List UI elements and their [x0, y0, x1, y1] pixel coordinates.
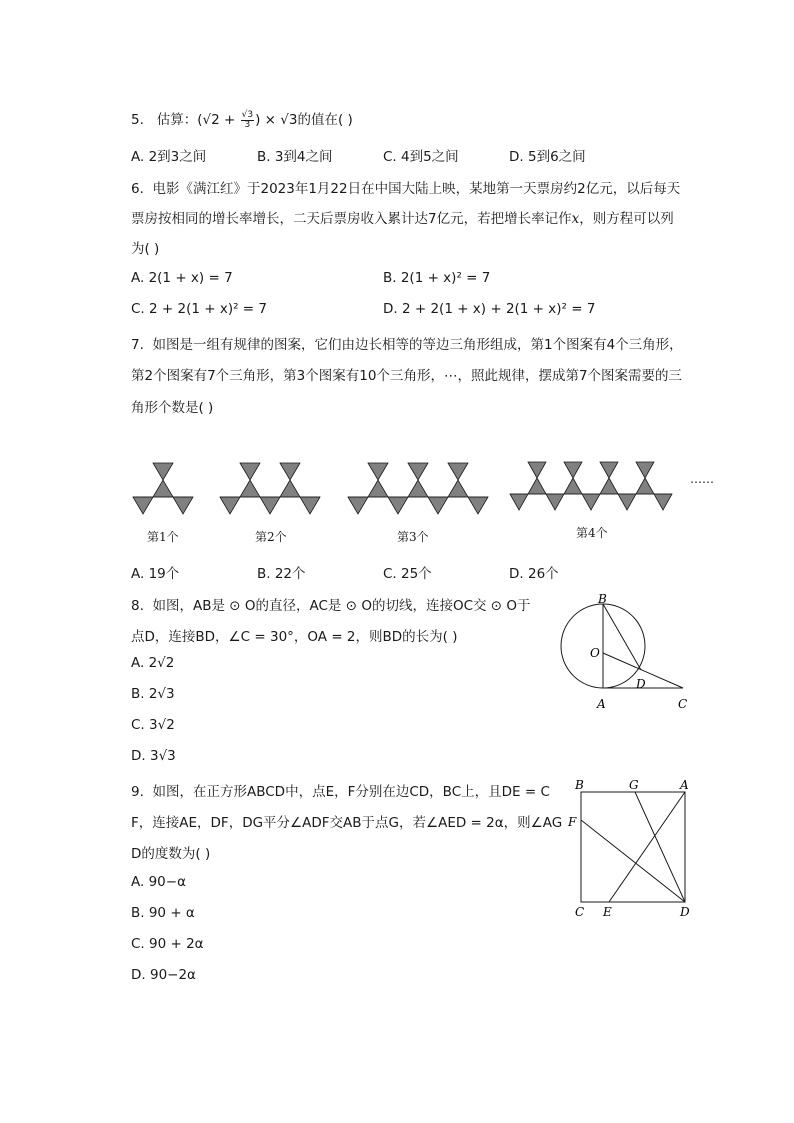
q6-option-c[interactable]: C. 2 + 2(1 + x)² = 7: [131, 301, 267, 317]
q9-line1: [131, 780, 550, 800]
q8-label-d: D: [636, 677, 646, 691]
q7-caption-1: 第1个: [147, 530, 179, 544]
q8-option-d[interactable]: D. 3√3: [131, 748, 176, 764]
q5-expr-open: (: [197, 112, 203, 128]
q6-text-2b: ，则方程可以列: [579, 211, 674, 227]
q7-pattern-4: [510, 462, 672, 510]
q5-frac-num: √3: [241, 109, 254, 120]
q8-line1: [131, 594, 531, 614]
q6-variable: x: [571, 211, 580, 227]
q9-option-d[interactable]: D. 90−2α: [131, 967, 196, 983]
q9-square-figure: [565, 776, 700, 921]
q9-option-c[interactable]: C. 90 + 2α: [131, 936, 204, 952]
q5-stem-label: 估算：: [156, 112, 198, 128]
q5-expr-close: ) × √3: [255, 112, 298, 128]
q5-stem-tail: 的值在( ): [297, 112, 353, 128]
q9-label-e: E: [603, 905, 612, 919]
q9-label-c: C: [575, 905, 585, 919]
q6-text-2a: 票房按相同的增长率增长，二天后票房收入累计达7亿元，若把增长率记作: [131, 211, 572, 227]
q7-ellipsis: ……: [690, 472, 714, 486]
q9-label-f: F: [568, 815, 577, 829]
q9-segment-ae: [609, 792, 685, 902]
q5-frac-den: 3: [244, 119, 251, 130]
q7-pattern-2: [220, 463, 320, 514]
q8-line2: 点D，连接BD，∠C = 30°，OA = 2，则BD的长为( ): [131, 629, 458, 645]
q7-option-c[interactable]: C. 25个: [383, 566, 432, 582]
q5-option-b[interactable]: B. 3到4之间: [257, 149, 333, 165]
q7-number: 7.: [131, 337, 144, 353]
q9-label-g: G: [629, 778, 639, 792]
q8-label-c: C: [678, 697, 688, 711]
q6-number: 6.: [131, 181, 144, 197]
q8-segment-bd: [603, 604, 641, 670]
q9-number: 9.: [131, 784, 144, 800]
q8-label-b: B: [598, 592, 607, 606]
q7-text-1: 如图是一组有规律的图案，它们由边长相等的等边三角形组成，第1个图案有4个三角形，: [152, 337, 683, 353]
q6-text-1: 电影《满江红》于2023年1月22日在中国大陆上映，某地第一天票房约2亿元，以后每天: [152, 181, 681, 197]
q7-line3: 角形个数是( ): [131, 400, 214, 416]
q6-option-b[interactable]: B. 2(1 + x)² = 7: [383, 270, 491, 286]
q7-option-b[interactable]: B. 22个: [257, 566, 306, 582]
q6-option-a[interactable]: A. 2(1 + x) = 7: [131, 270, 233, 286]
q8-option-b[interactable]: B. 2√3: [131, 686, 175, 702]
q7-caption-2: 第2个: [255, 530, 287, 544]
q7-triangle-patterns: [0, 0, 794, 560]
q9-label-b: B: [575, 778, 584, 792]
q9-line2: F，连接AE，DF，DG平分∠ADF交AB于点G，若∠AED = 2α，则∠AG: [131, 815, 563, 831]
q7-caption-3: 第3个: [397, 530, 429, 544]
q5-plus: +: [224, 112, 236, 128]
q8-option-c[interactable]: C. 3√2: [131, 717, 175, 733]
q7-pattern-1-real: [130, 458, 193, 518]
q8-number: 8.: [131, 598, 144, 614]
q8-label-o: O: [590, 646, 600, 660]
q5-number: 5.: [131, 112, 144, 128]
q9-text-1: 如图，在正方形ABCD中，点E，F分别在边CD，BC上，且DE = C: [152, 784, 550, 800]
q7-line2: 第2个图案有7个三角形，第3个图案有10个三角形，⋯，照此规律，摆成第7个图案需要的三: [131, 368, 683, 384]
q9-option-a[interactable]: A. 90−α: [131, 874, 186, 890]
q7-option-a[interactable]: A. 19个: [131, 566, 180, 582]
q9-label-a: A: [680, 778, 689, 792]
q8-circle-figure: [550, 590, 700, 720]
q9-option-b[interactable]: B. 90 + α: [131, 905, 195, 921]
q8-option-a[interactable]: A. 2√2: [131, 655, 175, 671]
q7-pattern-3: [348, 463, 488, 514]
q6-option-d[interactable]: D. 2 + 2(1 + x) + 2(1 + x)² = 7: [383, 301, 596, 317]
q5-option-a[interactable]: A. 2到3之间: [131, 149, 207, 165]
q9-line3: D的度数为( ): [131, 846, 211, 862]
q9-label-d: D: [680, 905, 690, 919]
q6-line3: 为( ): [131, 241, 160, 257]
q9-segment-df: [581, 820, 685, 902]
q5-option-d[interactable]: D. 5到6之间: [509, 149, 586, 165]
q7-caption-4: 第4个: [576, 526, 608, 540]
q5-option-c[interactable]: C. 4到5之间: [383, 149, 459, 165]
q8-label-a: A: [597, 697, 606, 711]
q9-segment-dg: [635, 792, 685, 902]
q5-sqrt2: √2: [202, 112, 220, 128]
q7-option-d[interactable]: D. 26个: [509, 566, 559, 582]
q8-text-1: 如图，AB是 ⊙ O的直径，AC是 ⊙ O的切线，连接OC交 ⊙ O于: [152, 598, 531, 614]
q9-square-abcd: [581, 792, 685, 902]
